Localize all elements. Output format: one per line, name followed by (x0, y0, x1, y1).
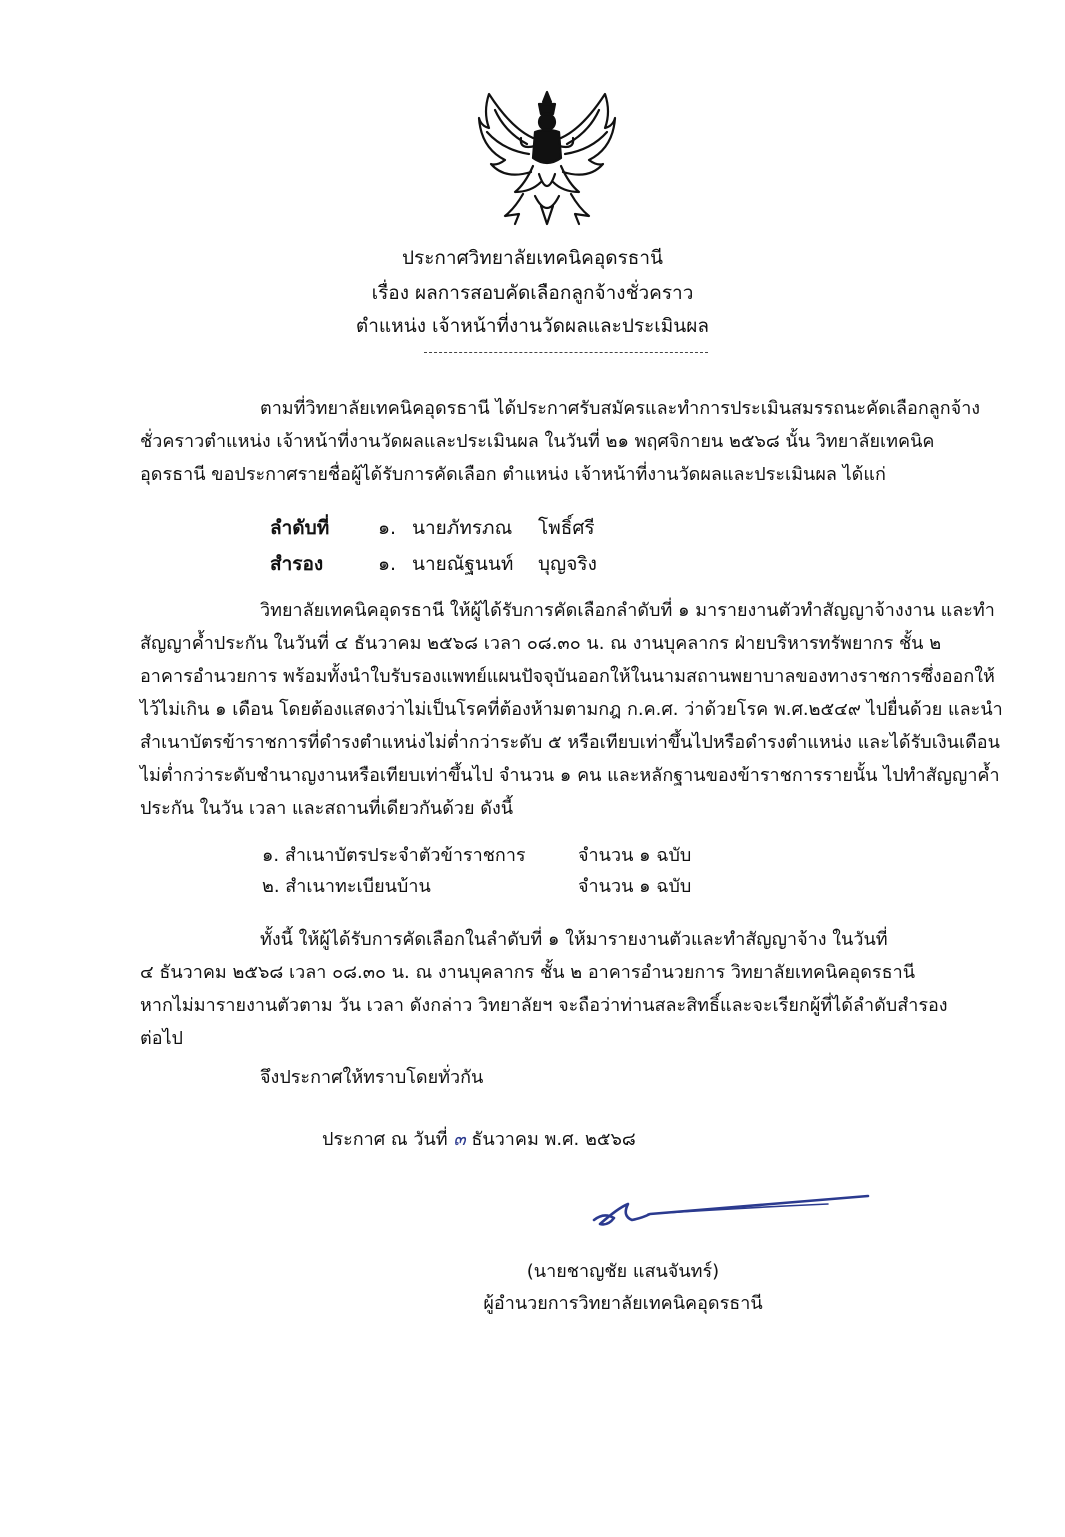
paragraph-line: หากไม่มารายงานตัวตาม วัน เวลา ดังกล่าว วิทยาลัยฯ จะถือว่าท่านสละสิทธิ์และจะเรียกผู้ที่ได้ลำดับสำรอง (140, 995, 948, 1016)
document-quantity: จำนวน ๑ ฉบับ (578, 876, 692, 897)
header-divider (424, 352, 708, 353)
paragraph-line: อาคารอำนวยการ พร้อมทั้งนำใบรับรองแพทย์แผนปัจจุบันออกให้ในนามสถานพยาบาลของทางราชการซึ่งออกให้ (140, 666, 995, 687)
paragraph-line: ทั้งนี้ ให้ผู้ได้รับการคัดเลือกในลำดับที่ ๑ ให้มารายงานตัวและทำสัญญาจ้าง ในวันที่ (260, 929, 888, 950)
candidate-surname: โพธิ์ศรี (538, 517, 595, 539)
candidate-name: นายภัทรภณ (412, 517, 513, 539)
paragraph-line: ๔ ธันวาคม ๒๕๖๘ เวลา ๐๘.๓๐ น. ณ งานบุคลากร ชั้น ๒ อาคารอำนวยการ วิทยาลัยเทคนิคอุดรธานี (140, 962, 916, 983)
announcement-position: ตำแหน่ง เจ้าหน้าที่งานวัดผลและประเมินผล (355, 315, 710, 337)
selected-candidate (270, 512, 730, 545)
reporting-paragraph (140, 923, 970, 1055)
signer-name: (นายชาญชัย แสนจันทร์) (526, 1261, 720, 1282)
paragraph-line: ชั่วคราวตำแหน่ง เจ้าหน้าที่งานวัดผลและประเมินผล ในวันที่ ๒๑ พฤศจิกายน ๒๕๖๘ นั้น วิทยาลัยเทคนิค (140, 431, 935, 452)
announcement-issuer: ประกาศวิทยาลัยเทคนิคอุดรธานี (401, 247, 664, 269)
date-suffix: ธันวาคม พ.ศ. ๒๕๖๘ (471, 1129, 636, 1150)
paragraph-line: ไว้ไม่เกิน ๑ เดือน โดยต้องแสดงว่าไม่เป็นโรคที่ต้องห้ามตามกฎ ก.ค.ศ. ว่าด้วยโรค พ.ศ.๒๕๔๙ ไปยื่นด้วย และนำ (140, 699, 1003, 720)
garuda-emblem-icon (475, 88, 620, 230)
instructions-paragraph (140, 594, 1003, 825)
document-name: ๒. สำเนาทะเบียนบ้าน (262, 876, 431, 897)
signature-image (588, 1190, 878, 1235)
handwritten-day: ๓ (453, 1129, 466, 1150)
document-quantity: จำนวน ๑ ฉบับ (578, 845, 692, 866)
paragraph-line: ตามที่วิทยาลัยเทคนิคอุดรธานี ได้ประกาศรับสมัครและทำการประเมินสมรรถนะคัดเลือกลูกจ้าง (260, 398, 981, 419)
document-list-item (262, 840, 722, 872)
document-name: ๑. สำเนาบัตรประจำตัวข้าราชการ (262, 845, 526, 866)
signer-title: ผู้อำนวยการวิทยาลัยเทคนิคอุดรธานี (483, 1293, 763, 1314)
intro-paragraph (140, 392, 981, 491)
candidate-name: นายณัฐนนท์ (412, 553, 514, 575)
reserve-label: สำรอง (270, 553, 324, 575)
paragraph-line: สำเนาบัตรข้าราชการที่ดำรงตำแหน่งไม่ต่ำกว่าระดับ ๕ หรือเทียบเท่าขึ้นไปหรือดำรงตำแหน่ง และได้รับเงินเดือน (140, 732, 1000, 753)
closing-statement: จึงประกาศให้ทราบโดยทั่วกัน (260, 1067, 484, 1088)
date-prefix: ประกาศ ณ วันที่ (322, 1129, 448, 1150)
paragraph-line: ต่อไป (140, 1028, 183, 1049)
paragraph-line: อุดรธานี ขอประกาศรายชื่อผู้ได้รับการคัดเลือก ตำแหน่ง เจ้าหน้าที่งานวัดผลและประเมินผล ได้แก่ (140, 464, 886, 485)
rank-label: ลำดับที่ (270, 517, 330, 539)
announcement-date (322, 1124, 636, 1156)
document-list-item (262, 871, 722, 903)
paragraph-line: วิทยาลัยเทคนิคอุดรธานี ให้ผู้ได้รับการคัดเลือกลำดับที่ ๑ มารายงานตัวทำสัญญาจ้างงาน และทำ (260, 600, 995, 621)
candidate-surname: บุญจริง (538, 553, 597, 575)
announcement-subject: เรื่อง ผลการสอบคัดเลือกลูกจ้างชั่วคราว (371, 282, 694, 304)
paragraph-line: ประกัน ในวัน เวลา และสถานที่เดียวกันด้วย ดังนี้ (140, 798, 514, 819)
rank-number: ๑. (378, 517, 397, 539)
paragraph-line: สัญญาค้ำประกัน ในวันที่ ๔ ธันวาคม ๒๕๖๘ เวลา ๐๘.๓๐ น. ณ งานบุคลากร ฝ่ายบริหารทรัพยากร ชั้น ๒ (140, 633, 942, 654)
paragraph-line: ไม่ต่ำกว่าระดับชำนาญงานหรือเทียบเท่าขึ้นไป จำนวน ๑ คน และหลักฐานของข้าราชการรายนั้น ไปทำสัญญาค้ำ (140, 765, 1000, 786)
reserve-number: ๑. (378, 553, 397, 575)
reserve-candidate (270, 548, 730, 581)
